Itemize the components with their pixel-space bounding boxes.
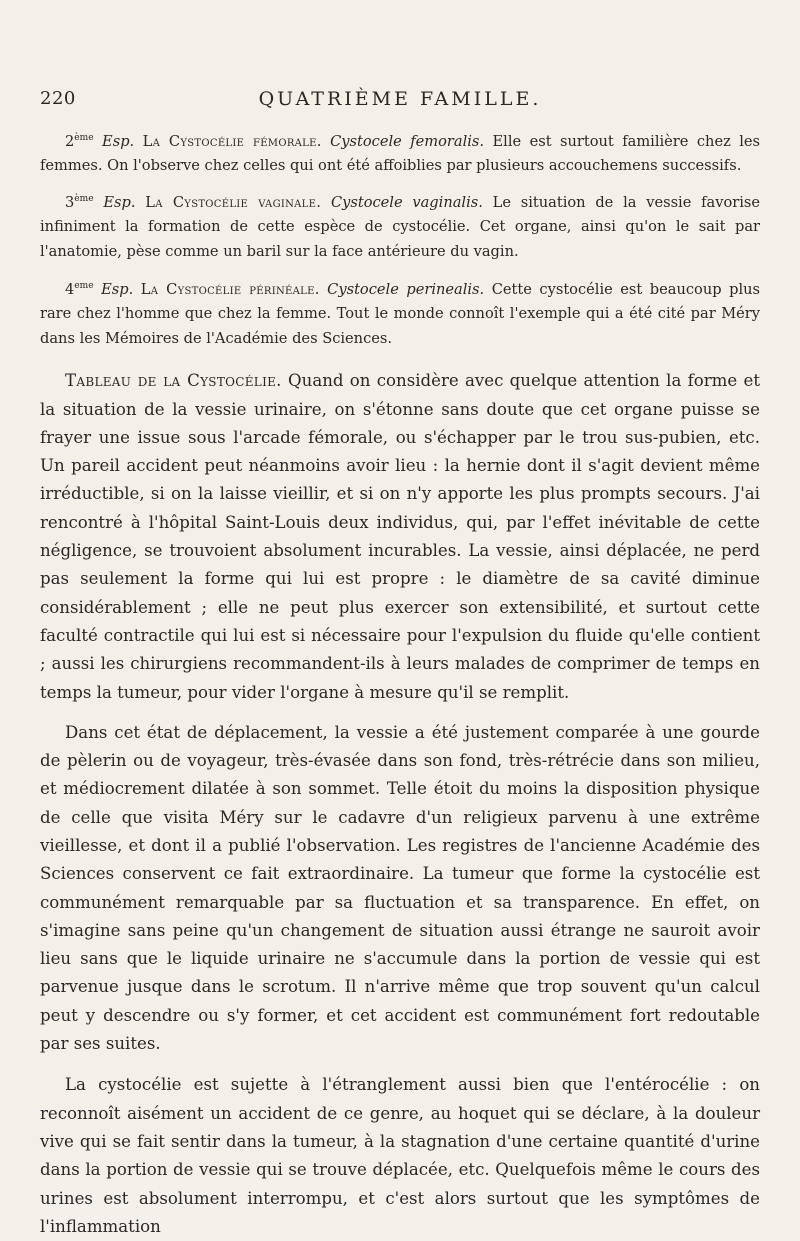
species-description: Le situation de la vessie favorise infiniment la formation de cette espèce de cystocélie. Cet organe, ainsi qu'on le sait par l'anatomie, pèse comme un baril sur la face antérieure du vagin. [40,193,761,260]
paragraph-vaginal-species [40,191,760,264]
species-abbrev: Esp. [101,281,134,299]
species-abbrev: Esp. [102,133,135,150]
section-title: Tableau de la Cystocélie. [65,371,282,391]
species-latin-name: Cystocele femoralis. [330,133,485,150]
paragraph-femoral-species [40,130,760,179]
running-title: QUATRIÈME FAMILLE. [258,88,542,110]
species-title: La Cystocélie vaginale. [145,193,322,211]
species-title: La Cystocélie fémorale. [142,133,322,150]
paragraph-etranglement [40,1071,760,1241]
paragraph-text: Quand on considère avec quelque attention la forme et la situation de la vessie urinaire, on s'étonne sans doute que cet organe puisse se frayer une issue sous l'arcade fémorale, ou s'échapper par le trou sus-pubien, etc. Un pareil accident peut néanmoins avoir lieu : la hernie dont il s'agit devient même irréductible, si on la laisse vieillir, et si on n'y apporte les plus prompts secours. J'ai rencontré à l'hôpital Saint-Louis deux individus, qui, par l'effet inévitable de cette négligence, se trouvoient absolument incurables. La vessie, ainsi déplacée, ne perd pas seulement la forme qui lui est propre : le diamètre de sa cavité diminue considérablement ; elle ne peut plus exercer son extensibilité, et surtout cette faculté contractile qui lui est si nécessaire pour l'expulsion du fluide qu'elle contient ; aussi les chirurgiens recommandent-ils à leurs malades de comprimer de temps en temps la tumeur, pour vider l'organe à mesure qu'il se remplit. [40,371,760,702]
paragraph-deplacement [40,719,760,1059]
body-text [40,130,760,1241]
page-number: 220 [40,88,76,109]
species-latin-name: Cystocele vaginalis. [330,193,483,211]
species-number: 4 [65,281,75,299]
paragraph-text: Dans cet état de déplacement, la vessie a été justement comparée à une gourde de pèlerin ou de voyageur, très-évasée dans son fond, très-rétrécie dans son milieu, et médiocrement dilatée à son sommet. Telle étoit du moins la disposition physique de celle que visita Méry sur le cadavre d'un religieux parvenu à une extrême vieillesse, et dont il a publié l'observation. Les registres de l'ancienne Académie des Sciences conservent ce fait extraordinaire. La tumeur que forme la cystocélie est communément remarquable par sa fluctuation et sa transparence. En effet, on s'imagine sans peine qu'un changement de situation aussi étrange ne sauroit avoir lieu sans que le liquide urinaire ne s'accumule dans la portion de vessie qui est parvenue jusque dans le scrotum. Il n'arrive même que trop souvent qu'un calcul peut y descendre ou s'y former, et cet accident est communément fort redoutable par ses suites. [40,722,760,1054]
paragraph-perineal-species [40,278,760,351]
page-header [40,88,760,118]
species-number-suffix: eme [74,281,94,292]
species-title: La Cystocélie périnéale. [140,281,320,299]
species-description: Elle est surtout familière chez les femmes. On l'observe chez celles qui ont été affoiblies par plusieurs accouchemens successifs. [40,133,761,175]
species-number-suffix: ème [74,193,94,204]
species-number-suffix: ème [74,133,94,144]
species-description: Cette cystocélie est beaucoup plus rare chez l'homme que chez la femme. Tout le monde connoît l'exemple qui a été cité par Méry dans les Mémoires de l'Académie des Sciences. [40,281,761,347]
species-abbrev: Esp. [103,193,136,211]
species-latin-name: Cystocele perinealis. [327,281,485,299]
paragraph-text: La cystocélie est sujette à l'étranglement aussi bien que l'entérocélie : on reconnoît aisément un accident de ce genre, au hoquet qui se déclare, à la douleur vive qui se fait sentir dans la tumeur, à la stagnation d'une certaine quantité d'urine dans la portion de vessie qui se trouve déplacée, etc. Quelquefois même le cours des urines est absolument interrompu, et c'est alors surtout que les symptômes de l'inflammation [40,1075,760,1236]
species-number: 2 [65,133,75,150]
species-number: 3 [65,193,75,211]
paragraph-tableau [40,367,760,707]
